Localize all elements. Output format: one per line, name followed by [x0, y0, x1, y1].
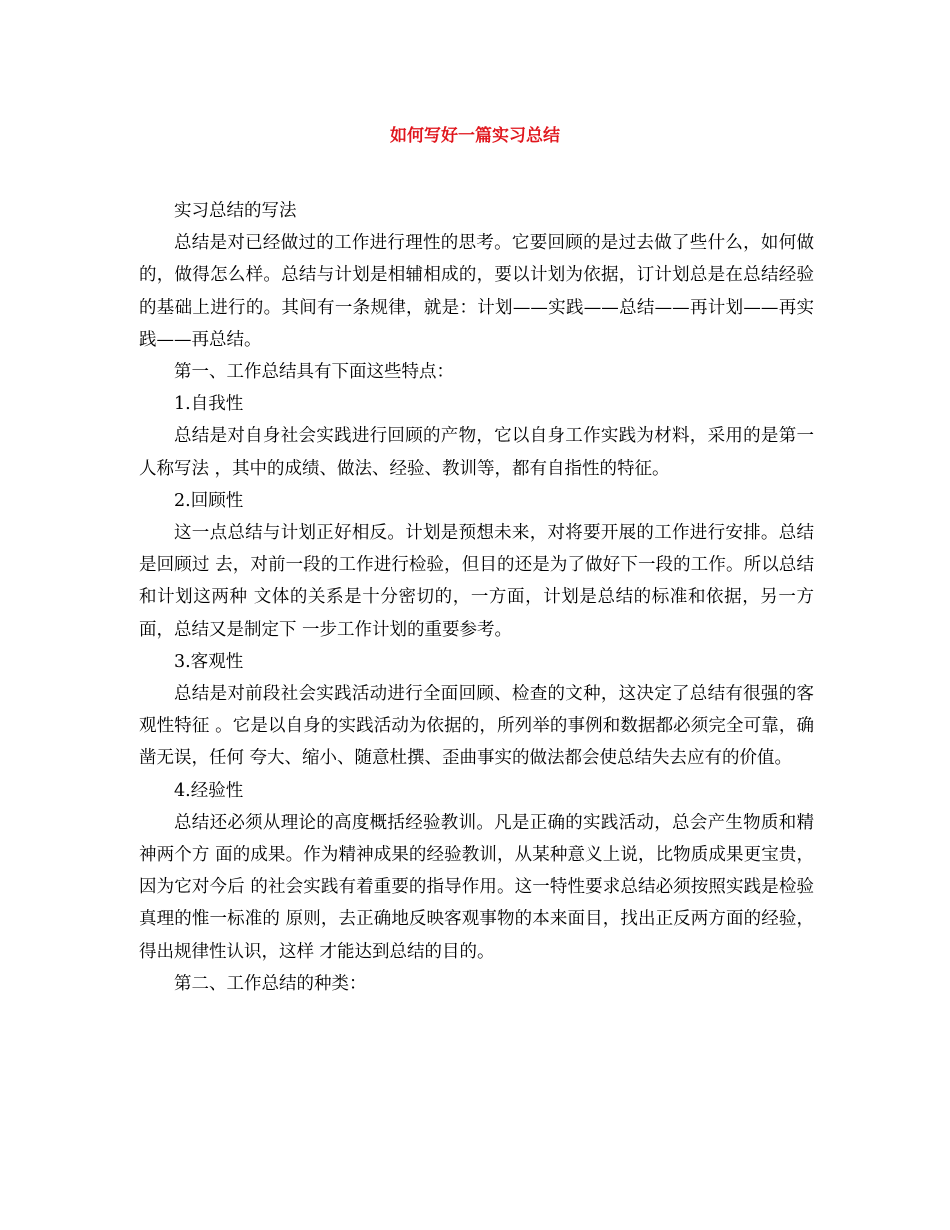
paragraph-intro: 总结是对已经做过的工作进行理性的思考。它要回顾的是过去做了些什么，如何做的，做得怎么样。总结与计划是相辅相成的，要以计划为依据，订计划总是在总结经验的基础上进行的。其间有一条规律，就是：计划——实践——总结——再计划——再实践——再总结。 — [139, 233, 814, 350]
subheading-retrospective: 2.回顾性 — [174, 490, 244, 511]
paragraph-experience: 总结还必须从理论的高度概括经验教训。凡是正确的实践活动，总会产生物质和精神两个方 面的成果。作为精神成果的经验教训，从某种意义上说，比物质成果更宝贵，因为它对今后 的社会实践有着重要的指导作用。这一特性要求总结必须按照实践是检验真理的惟一标准的 原则，去正确地反映客观事物的本来面目，找出正反两方面的经验，得出规律性认识，这样 才能达到总结的目的。 — [139, 812, 814, 962]
paragraph-retrospective: 这一点总结与计划正好相反。计划是预想未来，对将要开展的工作进行安排。总结是回顾过 去，对前一段的工作进行检验，但目的还是为了做好下一段的工作。所以总结和计划这两种 文体的关系是十分密切的，一方面，计划是总结的标准和依据，另一方面，总结又是制定下 一步工作计划的重要参考。 — [139, 523, 814, 640]
section-heading-characteristics: 第一、工作总结具有下面这些特点： — [174, 362, 454, 383]
section-heading-writing-method: 实习总结的写法 — [174, 201, 297, 221]
subheading-experience: 4.经验性 — [174, 780, 244, 801]
subheading-self: 1.自我性 — [174, 394, 244, 415]
section-heading-types: 第二、工作总结的种类： — [174, 973, 367, 994]
document-body — [139, 195, 814, 1000]
paragraph-self: 总结是对自身社会实践进行回顾的产物，它以自身工作实践为材料，采用的是第一人称写法 ，其中的成绩、做法、经验、教训等，都有自指性的特征。 — [139, 426, 814, 479]
paragraph-objective: 总结是对前段社会实践活动进行全面回顾、检查的文种，这决定了总结有很强的客观性特征 。它是以自身的实践活动为依据的，所列举的事例和数据都必须完全可靠，确凿无误，任何 夸大、缩小、随意杜撰、歪曲事实的做法都会使总结失去应有的价值。 — [139, 684, 814, 769]
document-title: 如何写好一篇实习总结 — [390, 126, 560, 146]
subheading-objective: 3.客观性 — [174, 651, 244, 672]
